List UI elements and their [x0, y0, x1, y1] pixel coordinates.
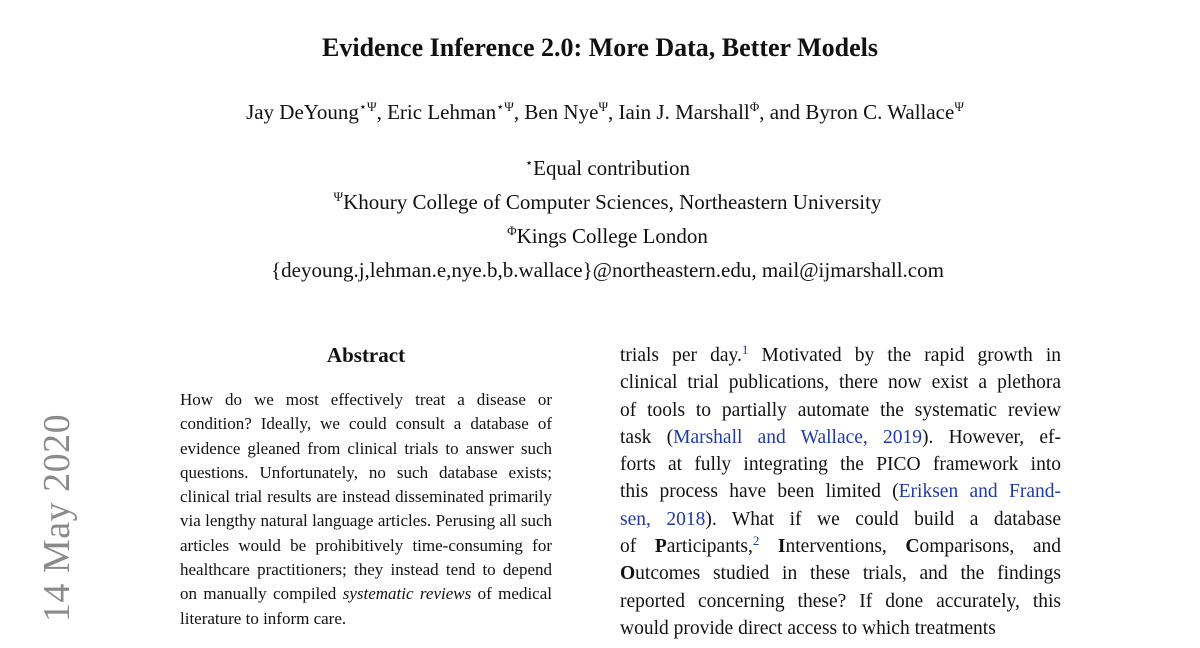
body-line: reported concerning these? If done accurately, this	[620, 590, 1061, 612]
abstract-heading: Abstract	[326, 343, 406, 367]
paper-title: Evidence Inference 2.0: More Data, Better Models	[322, 33, 878, 62]
abstract-body: How do we most effectively treat a disease or condition? Ideally, we could consult a database of evidence gleaned from clinical trials to answer such questions. Unfortunately, no such database exists; clinical trial results are instead disseminated primarily via lengthy natural language articles. Perusing all such articles would be prohibitively time-consuming for healthcare practitioners; they instead tend to depend on manually compiled systematic reviews of medical literature to inform care.	[180, 390, 552, 628]
affiliation-text: Equal contribution	[533, 156, 691, 180]
author-list: Jay DeYoung$^{⋆\Psi}$, Eric Lehman$^{⋆\Psi}$, Ben Nye$^\Psi$, Iain J. Marshall$^\Phi$, and Byron C. Wallace$^\Psi$	[246, 99, 964, 124]
affiliation-text: Khoury College of Computer Sciences, Northeastern University	[343, 190, 882, 214]
affiliation-line	[0, 156, 1200, 181]
body-line: would provide direct access to which treatments	[620, 617, 996, 639]
affiliation-mark: Φ	[507, 223, 517, 238]
affiliation-line	[0, 224, 1200, 249]
introduction-column	[620, 342, 1061, 642]
affiliation-text: Kings College London	[516, 224, 708, 248]
email-text: {deyoung.j,lehman.e,nye.b,b.wallace}@northeastern.edu, mail@ijmarshall.com	[271, 258, 944, 282]
citation-link[interactable]: Eriksen and Frand-	[898, 481, 1061, 503]
arxiv-date-stamp	[27, 408, 87, 628]
footnote-link[interactable]: 2	[752, 533, 760, 549]
author-name: Eric Lehman	[387, 100, 497, 124]
affiliation-mark: ⋆	[524, 155, 534, 170]
body-line: clinical trial publications, there now exist a plethora	[620, 372, 1061, 394]
citation-link[interactable]: sen, 2018	[620, 508, 706, 530]
author-name: Jay DeYoung	[246, 100, 359, 124]
body-line: of tools to partially automate the systematic review	[620, 399, 1061, 421]
body-line: of Participants,$^2$ Interventions, Comparisons, and	[620, 533, 1061, 558]
body-line: trials per day.$^1$ Motivated by the rapid growth in	[620, 342, 1062, 366]
author-affiliation-mark: Φ	[749, 99, 760, 114]
citation-link[interactable]: Marshall and Wallace, 2019	[673, 426, 923, 448]
author-affiliation-mark: ⋆Ψ	[358, 99, 377, 114]
body-line: Outcomes studied in these trials, and the findings	[620, 563, 1061, 585]
affiliation-line	[0, 190, 1200, 215]
body-line: forts at fully integrating the PICO framework into	[620, 454, 1061, 476]
author-name: Iain J. Marshall	[618, 100, 750, 124]
arxiv-date-text: 14 May 2020	[36, 413, 78, 623]
author-affiliation-mark: Ψ	[598, 99, 609, 114]
footnote-link[interactable]: 1	[741, 342, 749, 357]
author-name: Byron C. Wallace	[805, 100, 955, 124]
body-line: this process have been limited (Eriksen and Frand-	[620, 481, 1061, 503]
author-name: Ben Nye	[524, 100, 599, 124]
affiliation-mark: Ψ	[333, 189, 344, 204]
body-line: sen, 2018). What if we could build a database	[620, 508, 1061, 530]
body-line: task (Marshall and Wallace, 2019). However, ef-	[620, 426, 1061, 448]
abstract-emphasis: systematic reviews	[342, 584, 472, 604]
author-emails	[0, 258, 1200, 283]
author-affiliation-mark: Ψ	[954, 99, 964, 114]
author-affiliation-mark: ⋆Ψ	[496, 99, 514, 114]
